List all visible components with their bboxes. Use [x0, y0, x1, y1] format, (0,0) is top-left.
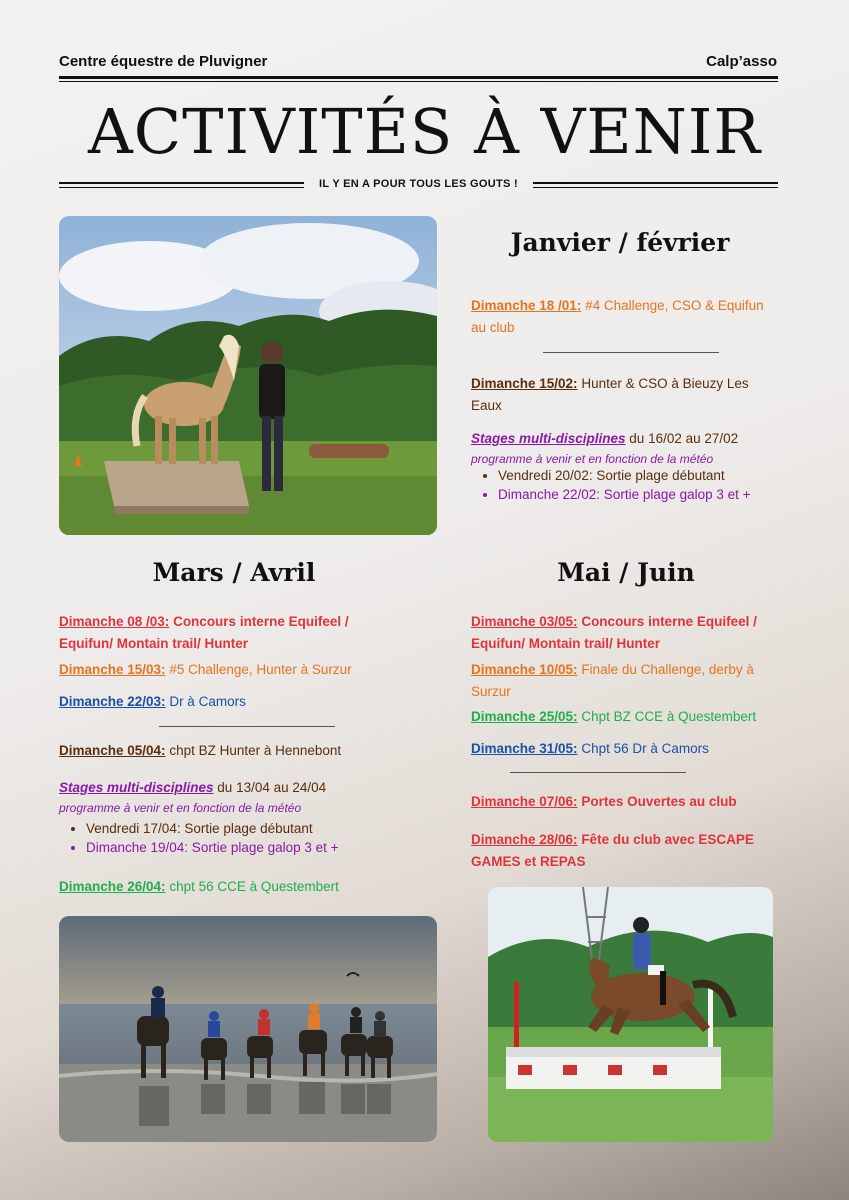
event-apr-05 — [59, 740, 399, 762]
event-date: Dimanche 07/06: — [471, 794, 578, 809]
event-text: #5 Challenge, Hunter à Surzur — [165, 662, 352, 677]
separator — [510, 772, 686, 773]
event-text: Portes Ouvertes au club — [577, 794, 737, 809]
stage-bullets-mar-apr — [59, 819, 426, 857]
event-date: Dimanche 15/02: — [471, 376, 578, 391]
event-text: chpt BZ Hunter à Hennebont — [165, 743, 342, 758]
event-may-31 — [471, 738, 796, 760]
event-may-03 — [471, 611, 796, 655]
separator — [543, 352, 719, 353]
stage-label: Stages multi-disciplines — [471, 431, 626, 446]
association-name: Calp’asso — [706, 53, 777, 70]
event-date: Dimanche 31/05: — [471, 741, 578, 756]
stage-jan-feb — [471, 428, 791, 450]
event-feb-15 — [471, 373, 781, 417]
separator — [159, 726, 335, 727]
photo-horse-training — [59, 216, 437, 535]
event-text: Fête du club avec ESCAPE GAMES et REPAS — [471, 832, 754, 869]
event-text: Concours interne Equifeel / Equifun/ Montain trail/ Hunter — [471, 614, 757, 651]
event-date: Dimanche 25/05: — [471, 709, 578, 724]
event-date: Dimanche 18 /01: — [471, 298, 582, 313]
event-text: Concours interne Equifeel / Equifun/ Montain trail/ Hunter — [59, 614, 349, 651]
stage-dates: du 16/02 au 27/02 — [625, 431, 739, 446]
event-date: Dimanche 15/03: — [59, 662, 166, 677]
club-name: Centre équestre de Pluvigner — [59, 53, 268, 70]
event-may-25 — [471, 706, 796, 728]
list-item: • Dimanche 19/04: Sortie plage galop 3 et + — [86, 838, 426, 857]
event-jun-28 — [471, 829, 796, 873]
subtitle: IL Y EN A POUR TOUS LES GOUTS ! — [319, 178, 518, 190]
event-apr-26 — [59, 876, 399, 898]
stage-label: Stages multi-disciplines — [59, 780, 214, 795]
page-title: ACTIVITÉS À VENIR — [87, 95, 762, 168]
section-title-jan-feb: Janvier / février — [510, 228, 730, 257]
event-text: Chpt 56 Dr à Camors — [577, 741, 709, 756]
event-mar-15 — [59, 659, 399, 681]
event-text: Chpt BZ CCE à Questembert — [577, 709, 757, 724]
stage-mar-apr — [59, 777, 399, 799]
event-date: Dimanche 28/06: — [471, 832, 578, 847]
event-date: Dimanche 03/05: — [471, 614, 578, 629]
event-mar-22 — [59, 691, 399, 713]
list-item: • Vendredi 17/04: Sortie plage débutant — [86, 819, 426, 838]
subtitle-rule-right — [533, 182, 778, 188]
stage-dates: du 13/04 au 24/04 — [213, 780, 327, 795]
event-date: Dimanche 10/05: — [471, 662, 578, 677]
event-jun-07 — [471, 791, 796, 813]
section-title-mar-apr: Mars / Avril — [152, 558, 316, 587]
subtitle-banner — [59, 178, 778, 192]
photo-cross-country-jump — [488, 887, 773, 1142]
event-date: Dimanche 05/04: — [59, 743, 166, 758]
list-item: • Dimanche 22/02: Sortie plage galop 3 et + — [498, 485, 818, 504]
stage-note: programme à venir et en fonction de la météo — [59, 801, 302, 815]
event-mar-08 — [59, 611, 394, 655]
stage-bullets-jan-feb — [471, 466, 818, 504]
event-date: Dimanche 08 /03: — [59, 614, 170, 629]
event-text: Hunter & CSO à Bieuzy Les Eaux — [471, 376, 749, 413]
section-title-may-jun: Mai / Juin — [557, 558, 695, 587]
event-text: #4 Challenge, CSO & Equifun au club — [471, 298, 764, 335]
header-rule — [59, 76, 778, 82]
photo-beach-ride — [59, 916, 437, 1142]
event-text: Finale du Challenge, derby à Surzur — [471, 662, 754, 699]
event-jan-18 — [471, 295, 781, 339]
stage-note: programme à venir et en fonction de la météo — [471, 452, 714, 466]
event-text: Dr à Camors — [165, 694, 246, 709]
list-item: • Vendredi 20/02: Sortie plage débutant — [498, 466, 818, 485]
event-date: Dimanche 22/03: — [59, 694, 166, 709]
event-may-10 — [471, 659, 793, 703]
event-date: Dimanche 26/04: — [59, 879, 166, 894]
event-text: chpt 56 CCE à Questembert — [165, 879, 339, 894]
